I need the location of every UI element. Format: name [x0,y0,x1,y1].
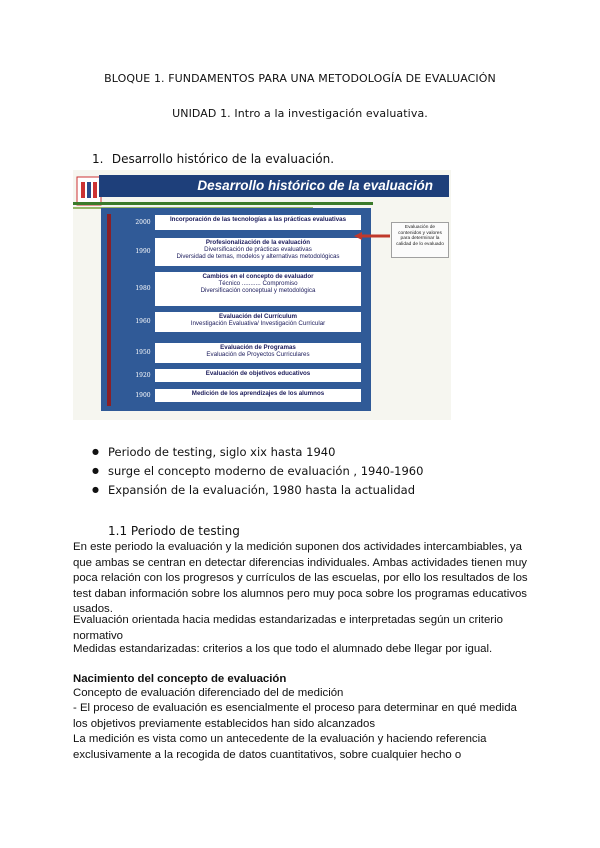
list-item: ● surge el concepto moderno de evaluación , 1940-1960 [92,464,423,483]
timeline-year: 1990 [135,248,151,255]
list-item: ● Periodo de testing, siglo xix hasta 1940 [92,445,423,464]
timeline-year: 1950 [135,349,151,356]
timeline-year: 1920 [135,371,151,379]
timeline-line: Medición de los aprendizajes de los alumnos [191,390,325,397]
section-number: 1. [92,152,104,166]
figure-divider [73,202,373,205]
timeline-box [155,238,361,266]
timeline-line: Diversificación conceptual y metodológica [200,287,316,294]
section-title: Desarrollo histórico de la evaluación. [111,152,335,166]
timeline-line: Técnico ........... Compromiso [218,280,298,287]
section-heading [92,152,334,166]
arrow-left-icon [354,232,390,240]
timeline-line: Evaluación de objetivos educativos [205,370,311,377]
timeline-year: 2000 [135,218,151,226]
figure-header [99,175,449,197]
timeline-box [155,312,361,332]
paragraph: Evaluación orientada hacia medidas estandarizadas e interpretadas según un criterio normativo [73,614,503,642]
paragraph: - El proceso de evaluación es esencialmente el proceso para determinar en qué medida los objetivos previamente establecidos han sido alcanzados [73,702,517,730]
timeline-year: 1900 [135,391,151,399]
list-item: ● Expansión de la evaluación, 1980 hasta la actualidad [92,483,423,502]
paragraph: Concepto de evaluación diferenciado del de medición [73,687,344,699]
block-title: BLOQUE 1. FUNDAMENTOS PARA UNA METODOLOGÍA DE EVALUACIÓN [104,72,496,85]
subheading: Nacimiento del concepto de evaluación [73,673,287,685]
unit-title: UNIDAD 1. Intro a la investigación evaluativa. [172,107,428,120]
timeline-box [155,369,361,382]
timeline-line: Evaluación del Currículum [218,313,298,320]
timeline-year: 1980 [135,285,151,292]
figure-header-text: Desarrollo histórico de la evaluación [197,178,433,193]
subsection-title: 1.1 Periodo de testing [108,524,240,538]
timeline-line: Incorporación de las tecnologías a las prácticas evaluativas [169,216,347,223]
timeline-box [155,343,361,363]
timeline-year: 1960 [135,318,151,325]
timeline-box [155,215,361,230]
timeline-line: Diversificación de prácticas evaluativas [204,246,312,253]
figure-side-note: Evaluación de contenidos y valores para determinar la calidad de lo evaluado [391,222,449,258]
timeline-box [155,272,361,306]
timeline-line: Evaluación de Proyectos Curriculares [206,351,310,358]
timeline-line: Diversidad de temas, modelos y alternativas metodológicas [176,253,340,260]
timeline-line: Profesionalización de la evaluación [205,239,311,246]
paragraph: La medición es vista como un antecedente de la evaluación y haciendo referencia exclusivamente a la recogida de datos cuantitativos, sobre cualquier hecho o [73,733,487,761]
evaluation-history-figure [73,170,451,420]
paragraph: Medidas estandarizadas: criterios a los que todo el alumnado debe llegar por igual. [73,643,493,655]
timeline-line: Cambios en el concepto de evaluador [202,273,314,280]
timeline-box [155,389,361,402]
timeline-bar [107,214,111,406]
periods-list [92,445,423,502]
timeline-line: Investigación Evaluativa/ Investigación Curricular [190,320,326,327]
timeline-line: Evaluación de Programas [220,344,296,351]
paragraph: En este periodo la evaluación y la medición suponen dos actividades intercambiables, ya que ambas se centran en detectar diferencias individuales. Ambas actividades tienen muy poca relación con los progresos y currículos de las escuelas, por ello los resultados de los test daban información sobre los alumnos pero muy poca sobre los programas educativos usados. [73,541,528,615]
